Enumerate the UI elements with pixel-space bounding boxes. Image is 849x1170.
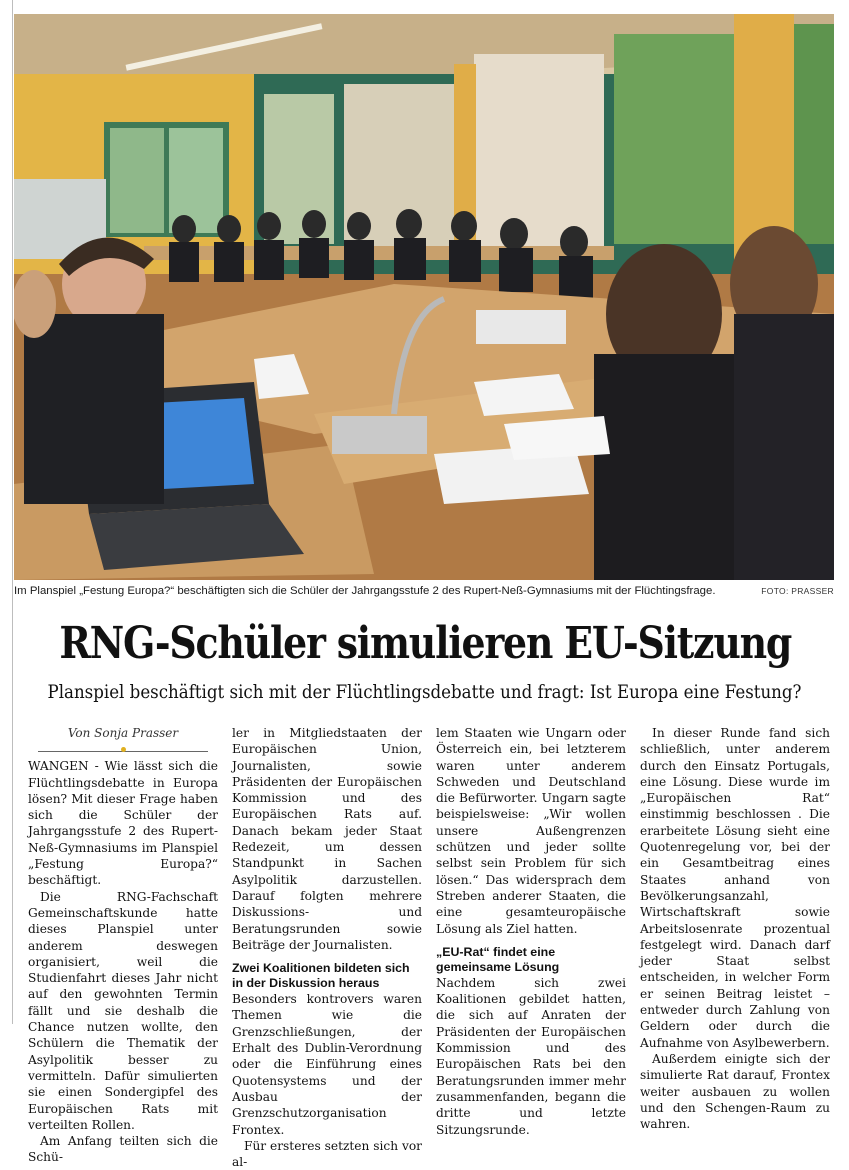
paragraph: Am Anfang teilten sich die Schü- — [28, 1134, 218, 1165]
photo-credit: FOTO: PRASSER — [761, 586, 834, 596]
paragraph: Für ersteres setzten sich vor al- — [232, 1138, 422, 1170]
classroom-photo-icon — [14, 14, 834, 580]
caption-text: Im Planspiel „Festung Europa?“ beschäftigten sich die Schüler der Jahrgangsstufe 2 des Rupert-Neß-Gymnasiums mit der Flüchtingsfrage. — [14, 585, 716, 597]
paragraph: In dieser Runde fand sich schließlich, unter anderem durch den Einsatz Portugals, eine Lösung. Diese wurde im „Europäischen Rat“ einstimmig beschlossen . Die erarbeitete Lösung sieht eine Quotenregelung vor, bei der ein Gesamtbeitrag eines Staates anhand von Bevölkerungsanzahl, Wirtschaftskraft sowie Arbeitslosenrate prozentual festgelegt wird. Danach darf jeder Staat selbst entscheiden, in welcher Form er seinen Beitrag leistet – entweder durch Zahlung von Geldern oder durch die Aufnahme von Asylbewerbern. — [640, 726, 830, 1050]
byline-divider — [38, 745, 208, 752]
paragraph: Nachdem sich zwei Koalitionen gebildet hatten, die sich auf Anraten der Präsidenten der Europäischen Kommission und des Europäischen Rats bei den Beratungsrunden immer mehr zusammenfanden, begann die dritte und letzte Sitzungsrunde. — [436, 975, 626, 1137]
column-1 — [28, 725, 218, 1166]
dot-icon — [121, 747, 126, 752]
left-margin-rule — [12, 0, 13, 1024]
article-photo — [14, 14, 834, 580]
subheading: „EU-Rat“ findet eine gemeinsame Lösung — [436, 944, 560, 974]
byline: Von Sonja Prasser — [67, 726, 179, 740]
subheading: Zwei Koalitionen bildeten sich in der Diskussion heraus — [232, 961, 410, 991]
column-4 — [640, 725, 830, 1132]
column-2 — [232, 725, 422, 1170]
photo-caption — [14, 583, 834, 599]
headline: RNG-Schüler simulieren EU-Sitzung — [59, 618, 792, 669]
paragraph: lem Staaten wie Ungarn oder Österreich ein, bei letzterem waren unter anderem Schweden und Deutschland die Befürworter. Ungarn sagte beispielsweise: „Wir wollen unsere Außengrenzen schützen und jeder sollte selbst sein Problem für sich lösen.“ Das widersprach dem Streben anderer Staaten, die eine gesamteuropäische Lösung als Ziel hatten. — [436, 726, 626, 936]
paragraph: Besonders kontrovers waren Themen wie die Grenzschließungen, der Erhalt des Dublin-Verordnung oder die Einführung eines Quotensystems und der Ausbau der Grenzschutzorganisation Frontex. — [232, 992, 422, 1137]
paragraph: ler in Mitgliedstaaten der Europäischen Union, Journalisten, sowie Präsidenten der Europäischen Kommission und des Europäischen Rats auf. Danach bekam jeder Staat Redezeit, um dessen Standpunkt in Sachen Asylpolitik darzustellen. Darauf folgten mehrere Diskussions- und Beratungsrunden sowie Beiträge der Journalisten. — [232, 726, 422, 952]
paragraph: Außerdem einigte sich der simulierte Rat darauf, Frontex weiter ausbauen zu wollen und den Schengen-Raum zu wahren. — [640, 1051, 830, 1132]
paragraph: WANGEN - Wie lässt sich die Flüchtlingsdebatte in Europa lösen? Mit dieser Frage haben sich die Schüler der Jahrgangsstufe 2 des Rupert-Neß-Gymnasiums im Planspiel „Festung Europa?“ beschäftigt. — [28, 759, 218, 888]
subheadline: Planspiel beschäftigt sich mit der Flüchtlingsdebatte und fragt: Ist Europa eine Festung? — [47, 682, 802, 703]
paragraph: Die RNG-Fachschaft Gemeinschaftskunde hatte dieses Planspiel unter anderem deswegen organisiert, weil die Studienfahrt dieses Jahr nicht auf den gewohnten Termin fällt und sie deshalb die Chance nutzen wollte, den Schülern die Thematik der Asylpolitik besser zu vermitteln. Dafür simulierten sie einen Sondergipfel des Europäischen Rats mit verteilten Rollen. — [28, 889, 218, 1132]
column-3 — [436, 725, 626, 1138]
